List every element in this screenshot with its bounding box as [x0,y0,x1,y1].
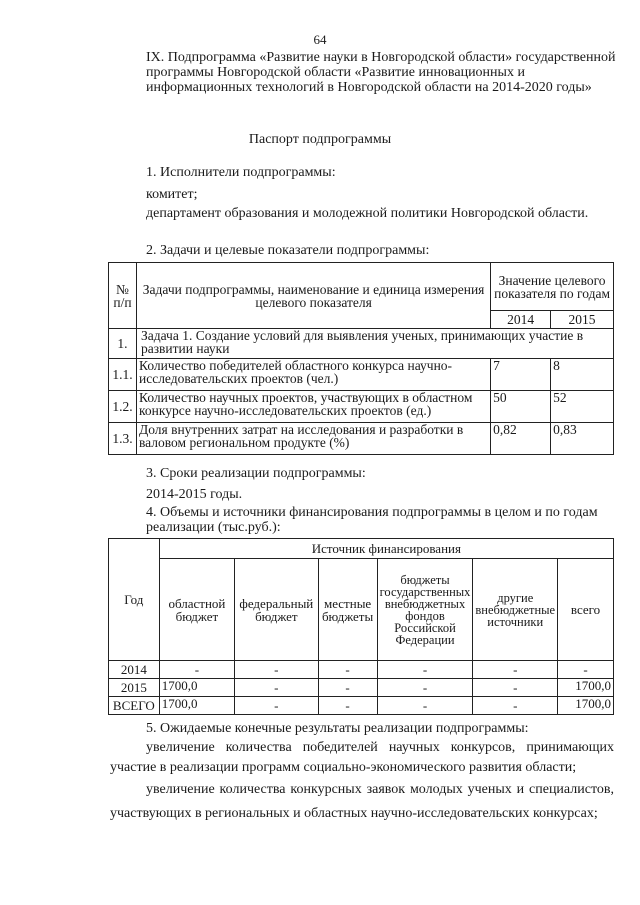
section-3-value: 2014-2015 годы. [146,487,243,502]
col-header-funds: бюджеты государственных внебюджетных фондов Российской Федерации [377,559,473,661]
cell: - [318,661,377,679]
col-header-year-2015: 2015 [551,311,614,329]
section-5-title: 5. Ожидаемые конечные результаты реализации подпрограммы: [146,721,529,736]
section-1-item-2: департамент образования и молодежной политики Новгородской области. [146,206,589,221]
col-header-local: местные бюджеты [318,559,377,661]
col-header-federal: федеральный бюджет [235,559,318,661]
row-number: 1.3. [109,423,137,455]
cell: - [473,697,558,715]
col-header-source: Источник финансирования [159,539,613,559]
row-year: 2014 [109,661,160,679]
table-row [109,661,614,679]
row-text: Количество победителей областного конкурса научно-исследовательских проектов (чел.) [136,359,490,391]
section-4-title: 4. Объемы и источники финансирования подпрограммы в целом и по годам реализации (тыс.руб.): [146,505,598,535]
col-header-regional: областной бюджет [159,559,234,661]
cell: - [377,661,473,679]
cell: 1700,0 [558,679,614,697]
row-number: 1. [109,329,137,359]
cell: - [235,661,318,679]
col-header-value: Значение целевого показателя по годам [491,263,614,311]
cell: - [159,661,234,679]
cell: 1700,0 [159,697,234,715]
section-1-item-1: комитет; [146,187,198,202]
table-row [109,679,614,697]
cell: 1700,0 [159,679,234,697]
col-header-total: всего [558,559,614,661]
col-header-year: Год [109,539,160,661]
row-text: Задача 1. Создание условий для выявления ученых, принимающих участие в развитии науки [136,329,613,359]
row-value-2014: 7 [491,359,551,391]
row-year: 2015 [109,679,160,697]
page-number: 64 [313,32,327,47]
table-row [109,391,614,423]
row-number: 1.2. [109,391,137,423]
row-value-2014: 0,82 [491,423,551,455]
row-text: Количество научных проектов, участвующих в областном конкурсе научно-исследовательских проектов (ед.) [136,391,490,423]
row-value-2015: 0,83 [551,423,614,455]
table-row [109,697,614,715]
section-3-title: 3. Сроки реализации подпрограммы: [146,466,366,481]
targets-table [108,262,614,455]
cell: - [318,697,377,715]
table-row [109,423,614,455]
row-number: 1.1. [109,359,137,391]
col-header-other: другие внебюджетные источники [473,559,558,661]
cell: - [377,697,473,715]
table-row [109,359,614,391]
row-year: ВСЕГО [109,697,160,715]
section-5-item-1: увеличение количества победителей научных конкурсов, принимающих участие в реализации программ социально-экономического развития области; [110,740,614,775]
financing-table [108,538,614,715]
section-2-title: 2. Задачи и целевые показатели подпрограммы: [146,243,430,258]
cell: - [235,697,318,715]
col-header-number: № п/п [109,263,137,329]
row-text: Доля внутренних затрат на исследования и разработки в валовом региональном продукте (%) [136,423,490,455]
col-header-task: Задачи подпрограммы, наименование и единица измерения целевого показателя [136,263,490,329]
cell: 1700,0 [558,697,614,715]
passport-title: Паспорт подпрограммы [248,132,392,147]
cell: - [558,661,614,679]
cell: - [473,661,558,679]
subprogram-heading: IX. Подпрограмма «Развитие науки в Новгородской области» государственной программы Новгородской области «Развитие инновационных и информационных технологий в Новгородской области на 2014-2020 годы» [146,50,616,95]
table-row [109,329,614,359]
section-1-title: 1. Исполнители подпрограммы: [146,165,336,180]
cell: - [318,679,377,697]
row-value-2014: 50 [491,391,551,423]
row-value-2015: 52 [551,391,614,423]
cell: - [473,679,558,697]
col-header-year-2014: 2014 [491,311,551,329]
row-value-2015: 8 [551,359,614,391]
cell: - [235,679,318,697]
section-5-item-2: увеличение количества конкурсных заявок молодых ученых и специалистов, участвующих в региональных и областных научно-исследовательских конкурсах; [110,782,614,821]
cell: - [377,679,473,697]
